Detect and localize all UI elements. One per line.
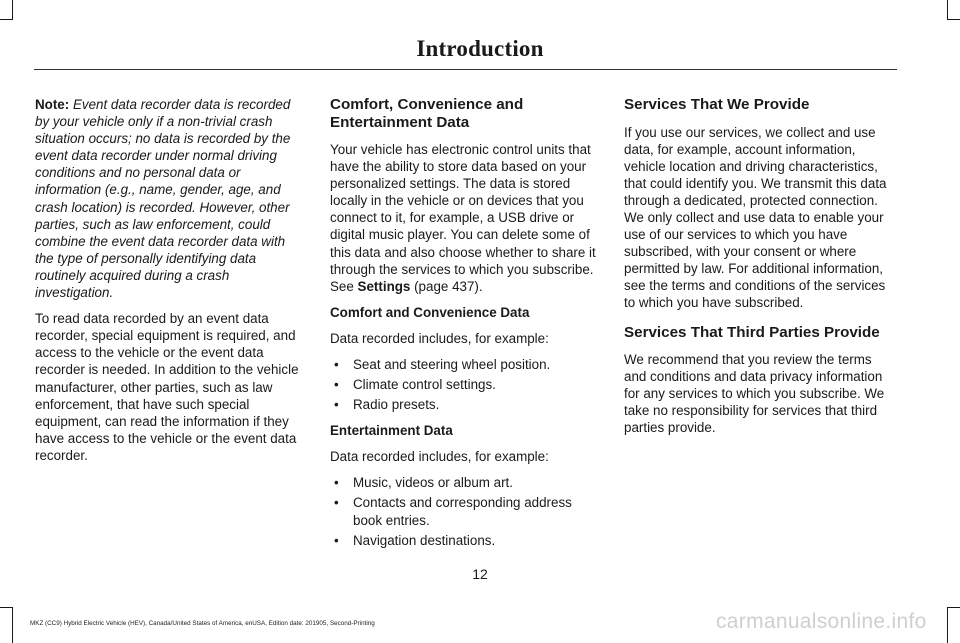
list-item-text: Radio presets. [353,397,440,413]
bullet: • [334,356,339,372]
entertainment-list [330,474,602,548]
crop-mark-top-right-v [947,0,948,20]
crop-mark-bottom-right-h [947,607,960,608]
list-item [330,376,602,393]
services-we-provide-heading: Services That We Provide [624,96,810,113]
bullet: • [334,397,339,413]
page-title: Introduction [416,36,544,61]
note-label: Note: [35,97,70,112]
list-item-text: Seat and steering wheel position. [353,356,551,372]
edition-footer: MKZ (CC9) Hybrid Electric Vehicle (HEV), Canada/United States of America, enUSA, Edition date: 201905, Second-Printing [30,620,375,627]
comfort-convenience-intro: Data recorded includes, for example: [330,330,549,346]
page-number: 12 [472,566,488,582]
list-item [330,474,602,491]
comfort-heading: Comfort, Convenience and Entertainment Data [330,96,524,131]
column-middle [330,96,602,558]
column-right [624,96,896,446]
crop-mark-bottom-right-v [947,607,948,643]
entertainment-subheading: Entertainment Data [330,423,453,439]
comfort-convenience-list [330,356,602,413]
crop-mark-bottom-left-h [0,607,13,608]
bullet: • [334,377,339,393]
list-item [330,356,602,373]
comfort-paragraph [330,141,602,295]
note-paragraph [35,96,305,301]
watermark: carmanualsonline.info [716,610,927,633]
list-item [330,396,602,413]
edr-access-paragraph: To read data recorded by an event data recorder, special equipment is required, and access to the vehicle or the event data recorder is needed. In addition to the vehicle manufacturer, other parties, such as law enforcement, that have such special equipment, can read the information if they have access to the vehicle or the event data recorder. [35,311,299,463]
third-party-services-paragraph: We recommend that you review the terms and conditions and data privacy information for any services to which you subscribe. We take no responsibility for services that third parties provide. [624,352,885,436]
crop-mark-top-left-h [0,19,13,20]
bullet: • [334,475,339,491]
bullet: • [334,495,339,511]
crop-mark-top-left-v [12,0,13,20]
crop-mark-bottom-left-v [12,607,13,643]
list-item [330,532,602,549]
list-item-text: Music, videos or album art. [353,475,514,491]
note-body: Event data recorder data is recorded by your vehicle only if a non-trivial crash situation occurs; no data is recorded by the event data recorder under normal driving conditions and no personal data or information (e.g., name, gender, age, and crash location) is recorded. However, other parties, such as law enforcement, could combine the event data recorder data with the type of personally identifying data routinely acquired during a crash investigation. [35,97,291,301]
settings-link[interactable]: Settings [357,278,411,294]
comfort-convenience-subheading: Comfort and Convenience Data [330,304,530,320]
bullet: • [334,532,339,548]
column-left [35,96,305,473]
list-item-text: Climate control settings. [353,377,496,393]
third-party-services-heading: Services That Third Parties Provide [624,323,880,341]
list-item [330,494,602,528]
list-item-text: Contacts and corresponding address book entries. [353,495,572,528]
crop-mark-top-right-h [947,19,960,20]
settings-page-ref: (page 437). [410,278,483,294]
header-divider [34,69,897,70]
comfort-paragraph-text: Your vehicle has electronic control units that have the ability to store data based on your personalized settings. The data is stored locally in the vehicle or on devices that you connect to it, for example, a USB drive or digital music player. You can delete some of this data and also choose whether to share it through the services to which you subscribe. See [330,142,596,294]
services-we-provide-paragraph: If you use our services, we collect and use data, for example, account information, vehicle location and driving characteristics, that could identify you. We transmit this data through a dedicated, protected connection. We only collect and use data to enable your use of our services to which you have subscribed, with your consent or where permitted by law. For additional information, see the terms and conditions of the services to which you have subscribed. [624,124,887,311]
entertainment-intro: Data recorded includes, for example: [330,449,549,465]
list-item-text: Navigation destinations. [353,532,496,548]
